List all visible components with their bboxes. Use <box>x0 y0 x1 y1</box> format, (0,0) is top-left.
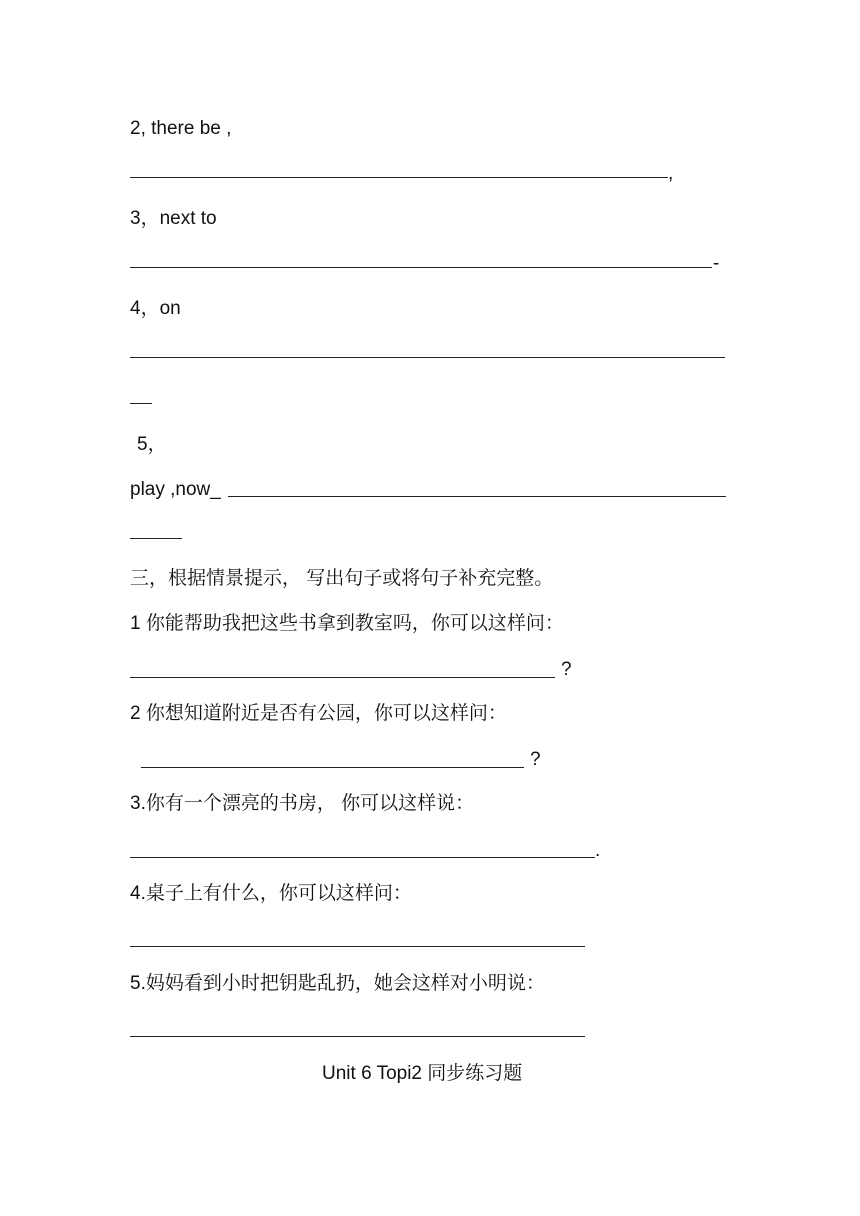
answer-line-4[interactable] <box>130 357 725 358</box>
prompt-1: 1 你能帮助我把这些书拿到教室吗，你可以这样问： <box>130 613 564 634</box>
answer-line-3[interactable] <box>130 267 712 268</box>
item-3-label: 3，next to <box>130 208 217 229</box>
answer-line-s3-1[interactable] <box>130 677 555 678</box>
answer-line-s3-3[interactable] <box>130 857 595 858</box>
answer-line-s3-2[interactable] <box>141 767 524 768</box>
item-5-label: 5， <box>137 434 167 455</box>
prompt-2-end-mark: ? <box>530 749 541 770</box>
answer-line-2[interactable] <box>130 177 668 178</box>
item-5-prefix: play ,now_ <box>130 479 221 500</box>
answer-line-4-cont[interactable] <box>130 403 152 404</box>
answer-line-s3-4[interactable] <box>130 946 585 947</box>
prompt-2: 2 你想知道附近是否有公园，你可以这样问： <box>130 703 507 724</box>
page-title: Unit 6 Topi2 同步练习题 <box>322 1063 523 1084</box>
prompt-3: 3.你有一个漂亮的书房， 你可以这样说： <box>130 793 475 814</box>
prompt-4: 4.桌子上有什么，你可以这样问： <box>130 883 412 904</box>
item-4-label: 4，on <box>130 298 181 319</box>
item-3-end-mark: - <box>713 253 720 274</box>
answer-line-5-cont[interactable] <box>130 538 182 539</box>
section-3-heading: 三，根据情景提示， 写出句子或将句子补充完整。 <box>130 568 554 589</box>
prompt-1-end-mark: ? <box>561 659 572 680</box>
item-2-end-mark: , <box>668 163 674 184</box>
item-2-label: 2, there be , <box>130 118 232 139</box>
prompt-5: 5.妈妈看到小时把钥匙乱扔，她会这样对小明说： <box>130 973 545 994</box>
prompt-3-end-mark: . <box>595 840 601 861</box>
answer-line-5[interactable] <box>228 496 726 497</box>
answer-line-s3-5[interactable] <box>130 1036 585 1037</box>
